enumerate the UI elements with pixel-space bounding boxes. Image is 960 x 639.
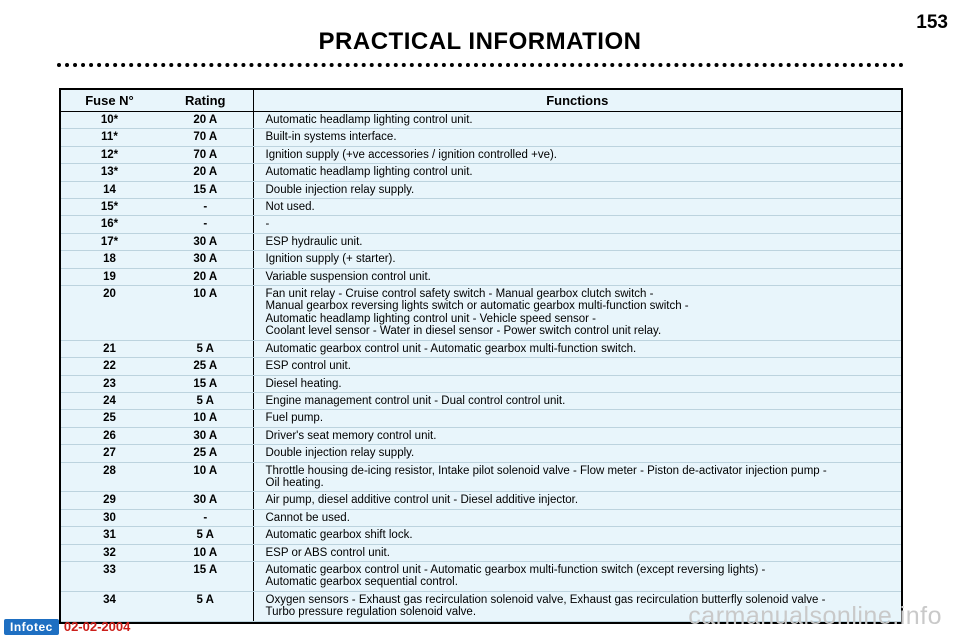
fuse-cell: 17*: [61, 233, 158, 250]
rating-cell: 15 A: [158, 181, 253, 198]
table-row: [61, 375, 901, 392]
rating-cell: 25 A: [158, 358, 253, 375]
rating-cell: 5 A: [158, 392, 253, 409]
functions-cell: Variable suspension control unit.: [253, 268, 901, 285]
fuse-table: [59, 88, 903, 624]
header-rating: Rating: [158, 90, 253, 112]
fuse-cell: 30: [61, 509, 158, 526]
functions-cell: Double injection relay supply.: [253, 445, 901, 462]
rating-cell: 10 A: [158, 410, 253, 427]
functions-cell: Cannot be used.: [253, 509, 901, 526]
infotec-logo: Infotec: [4, 619, 59, 635]
rating-cell: 70 A: [158, 129, 253, 146]
rating-cell: 20 A: [158, 164, 253, 181]
watermark: carmanualsonline.info: [688, 602, 942, 630]
functions-cell: Automatic headlamp lighting control unit.: [253, 164, 901, 181]
table-row: [61, 251, 901, 268]
functions-cell: ESP hydraulic unit.: [253, 233, 901, 250]
page-title: PRACTICAL INFORMATION: [318, 28, 642, 55]
page-number: 153: [916, 12, 948, 33]
table-row: [61, 216, 901, 233]
table-row: [61, 527, 901, 544]
rating-cell: 30 A: [158, 492, 253, 509]
fuse-cell: 28: [61, 462, 158, 492]
functions-cell: Automatic gearbox shift lock.: [253, 527, 901, 544]
rating-cell: -: [158, 216, 253, 233]
table-row: [61, 392, 901, 409]
footer-brand: [4, 618, 130, 635]
table-row: [61, 410, 901, 427]
rating-cell: 30 A: [158, 233, 253, 250]
fuse-cell: 25: [61, 410, 158, 427]
functions-cell: Engine management control unit - Dual control control unit.: [253, 392, 901, 409]
fuse-cell: 21: [61, 340, 158, 357]
table-row: [61, 445, 901, 462]
table-body: [61, 112, 901, 622]
functions-cell: Automatic gearbox control unit - Automatic gearbox multi-function switch (except reversing lights) - Automatic gearbox sequential control.: [253, 561, 901, 591]
functions-cell: Diesel heating.: [253, 375, 901, 392]
table-row: [61, 509, 901, 526]
rating-cell: 20 A: [158, 268, 253, 285]
rating-cell: 5 A: [158, 591, 253, 621]
functions-cell: Ignition supply (+ starter).: [253, 251, 901, 268]
table-row: [61, 544, 901, 561]
fuse-cell: 18: [61, 251, 158, 268]
footer-date: 02-02-2004: [63, 619, 131, 634]
table-header-row: [61, 90, 901, 112]
functions-cell: Oxygen sensors - Exhaust gas recirculation solenoid valve, Exhaust gas recirculation butterfly solenoid valve - Turbo pressure regulation solenoid valve.: [253, 591, 901, 621]
table-row: [61, 268, 901, 285]
functions-cell: Ignition supply (+ve accessories / ignition controlled +ve).: [253, 146, 901, 163]
functions-cell: Double injection relay supply.: [253, 181, 901, 198]
rating-cell: 25 A: [158, 445, 253, 462]
table-row: [61, 129, 901, 146]
functions-cell: Driver's seat memory control unit.: [253, 427, 901, 444]
functions-cell: Built-in systems interface.: [253, 129, 901, 146]
fuse-cell: 22: [61, 358, 158, 375]
functions-cell: Automatic headlamp lighting control unit.: [253, 112, 901, 129]
fuse-cell: 24: [61, 392, 158, 409]
fuse-cell: 13*: [61, 164, 158, 181]
functions-cell: Automatic gearbox control unit - Automatic gearbox multi-function switch.: [253, 340, 901, 357]
table-row: [61, 233, 901, 250]
table-row: [61, 286, 901, 341]
rating-cell: 30 A: [158, 251, 253, 268]
table-row: [61, 164, 901, 181]
table-row: [61, 561, 901, 591]
fuse-cell: 19: [61, 268, 158, 285]
functions-cell: Not used.: [253, 199, 901, 216]
functions-cell: Fan unit relay - Cruise control safety switch - Manual gearbox clutch switch - Manual gearbox reversing lights switch or automatic gearbox multi-function switch - Automatic headlamp lighting control unit - Vehicle speed sensor - Coolant level sensor - Water in diesel sensor - Power switch control unit relay.: [253, 286, 901, 341]
fuse-cell: 11*: [61, 129, 158, 146]
table-row: [61, 427, 901, 444]
functions-cell: Throttle housing de-icing resistor, Intake pilot solenoid valve - Flow meter - Piston de-activator injection pump - Oil heating.: [253, 462, 901, 492]
rating-cell: 10 A: [158, 544, 253, 561]
table-row: [61, 340, 901, 357]
table-row: [61, 146, 901, 163]
rating-cell: -: [158, 199, 253, 216]
functions-cell: ESP control unit.: [253, 358, 901, 375]
table-row: [61, 199, 901, 216]
table-row: [61, 492, 901, 509]
fuse-cell: 15*: [61, 199, 158, 216]
rating-cell: 30 A: [158, 427, 253, 444]
table-row: [61, 358, 901, 375]
fuse-cell: 32: [61, 544, 158, 561]
fuse-cell: 23: [61, 375, 158, 392]
fuse-cell: 10*: [61, 112, 158, 129]
functions-cell: -: [253, 216, 901, 233]
rating-cell: -: [158, 509, 253, 526]
rating-cell: 20 A: [158, 112, 253, 129]
fuse-cell: 33: [61, 561, 158, 591]
functions-cell: Fuel pump.: [253, 410, 901, 427]
functions-cell: Air pump, diesel additive control unit - Diesel additive injector.: [253, 492, 901, 509]
functions-cell: ESP or ABS control unit.: [253, 544, 901, 561]
table-row: [61, 181, 901, 198]
rating-cell: 10 A: [158, 462, 253, 492]
fuse-cell: 16*: [61, 216, 158, 233]
rating-cell: 5 A: [158, 527, 253, 544]
fuse-cell: 34: [61, 591, 158, 621]
fuse-cell: 27: [61, 445, 158, 462]
rating-cell: 70 A: [158, 146, 253, 163]
rating-cell: 5 A: [158, 340, 253, 357]
fuse-cell: 20: [61, 286, 158, 341]
fuse-cell: 14: [61, 181, 158, 198]
rating-cell: 15 A: [158, 375, 253, 392]
fuse-cell: 31: [61, 527, 158, 544]
table-row: [61, 462, 901, 492]
table-row: [61, 112, 901, 129]
dotted-divider: [57, 63, 904, 73]
header-functions: Functions: [253, 90, 901, 112]
fuse-cell: 12*: [61, 146, 158, 163]
rating-cell: 10 A: [158, 286, 253, 341]
fuse-cell: 26: [61, 427, 158, 444]
rating-cell: 15 A: [158, 561, 253, 591]
header-fuse: Fuse N°: [61, 90, 158, 112]
fuse-cell: 29: [61, 492, 158, 509]
